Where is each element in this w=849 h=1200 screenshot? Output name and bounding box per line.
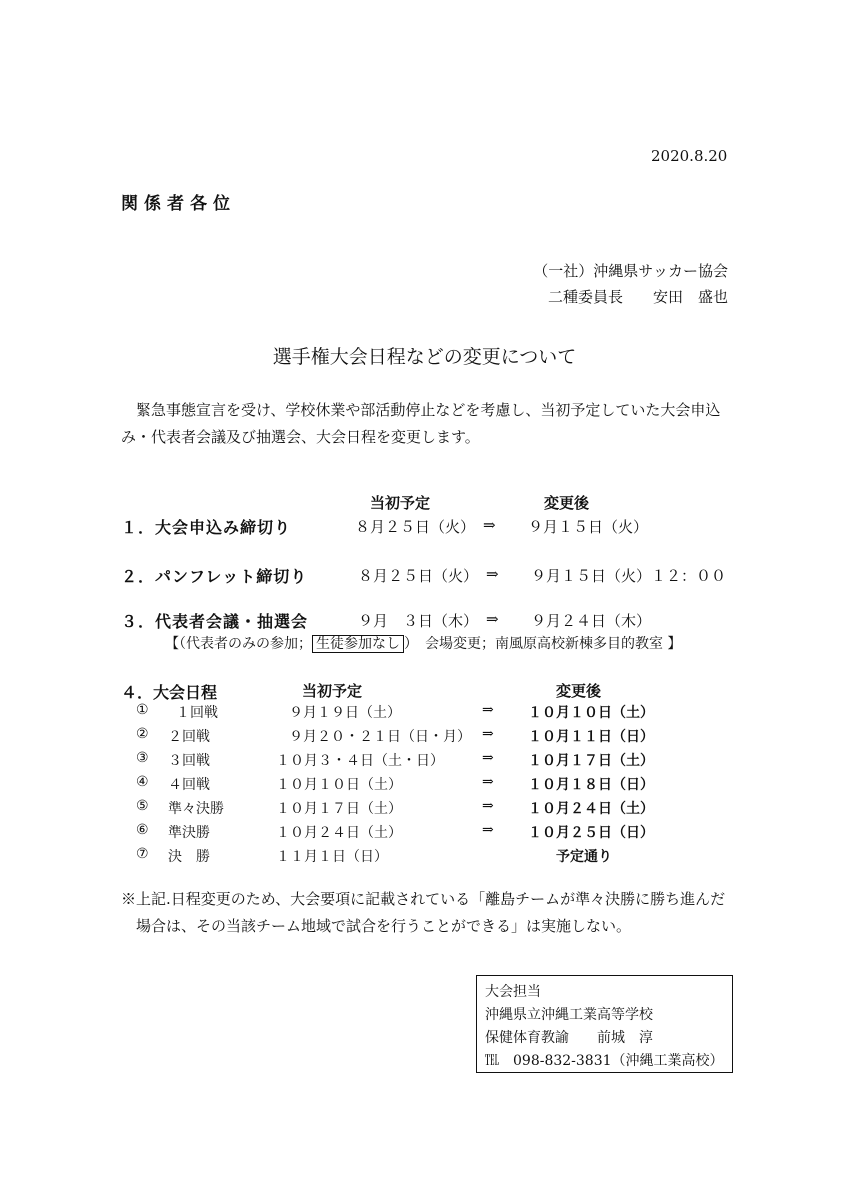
schedule-title: ４．大会日程 xyxy=(121,683,218,702)
schedule-row-changed: １０月１７日（土） xyxy=(528,753,654,769)
schedule-row-arrow: ⇒ xyxy=(482,798,494,814)
schedule-row-original: １０月３・４日（土・日） xyxy=(276,753,444,769)
document-title: 選手権大会日程などの変更について xyxy=(272,346,577,368)
intro-line: 緊急事態宣言を受け、学校休業や部活動停止などを考慮し、当初予定していた大会申込 xyxy=(136,401,721,419)
schedule-header-original: 当初予定 xyxy=(302,682,363,700)
header-changed: 変更後 xyxy=(544,494,590,512)
schedule-row-original: １１月１日（日） xyxy=(276,849,388,865)
schedule-row-arrow: ⇒ xyxy=(482,702,494,718)
sender-person: 二種委員長 安田 盛也 xyxy=(547,288,728,306)
item-original: ９月 ３日（木） xyxy=(358,612,479,630)
footnote xyxy=(121,886,741,940)
schedule-row-original: １０月１０日（土） xyxy=(276,777,402,793)
arrow: ⇒ xyxy=(486,610,499,628)
schedule-header-changed: 変更後 xyxy=(556,682,602,700)
item-original: ８月２５日（火） xyxy=(355,518,476,536)
contact-box xyxy=(476,975,733,1073)
item-changed: ９月１５日（火） xyxy=(528,518,649,536)
schedule-row-changed: １０月２４日（土） xyxy=(528,801,654,817)
schedule-row-arrow: ⇒ xyxy=(482,750,494,766)
footnote-line: 場合は、その当該チーム地域で試合を行うことができる」は実施しない。 xyxy=(136,917,632,935)
schedule-row-original: １０月２４日（土） xyxy=(276,825,402,841)
intro-paragraph xyxy=(121,397,731,451)
meeting-note-open: 【（代表者のみの参加； xyxy=(165,636,312,652)
item-title: １．大会申込み締切り xyxy=(121,518,292,537)
schedule-row-changed: １０月２５日（日） xyxy=(528,825,654,841)
meeting-note xyxy=(165,633,681,653)
schedule-row-number: ⑤ xyxy=(136,798,149,814)
schedule-row-original: ９月２０・２１日（日・月） xyxy=(289,729,471,745)
schedule-row-number: ② xyxy=(136,726,149,742)
schedule-row-changed: １０月１８日（日） xyxy=(528,777,654,793)
schedule-row-round: ４回戦 xyxy=(168,777,210,793)
sender-organization: （一社）沖縄県サッカー協会 xyxy=(533,262,728,280)
schedule-row-arrow: ⇒ xyxy=(482,822,494,838)
schedule-row-round: 準々決勝 xyxy=(168,801,224,817)
schedule-row-round: １回戦 xyxy=(176,705,218,721)
schedule-row-arrow: ⇒ xyxy=(482,726,494,742)
meeting-note-boxed: 生徒参加なし xyxy=(312,635,404,653)
contact-person: 保健体育教諭 前城 淳 xyxy=(485,1030,653,1046)
arrow: ⇒ xyxy=(483,516,496,534)
schedule-row-number: ① xyxy=(136,702,149,718)
schedule-row-changed: 予定通り xyxy=(556,849,612,865)
footnote-line: ※上記.日程変更のため、大会要項に記載されている「離島チームが準々決勝に勝ち進んだ xyxy=(121,890,726,908)
meeting-note-close: ） 会場変更；南風原高校新棟多目的教室 】 xyxy=(404,636,682,652)
arrow: ⇒ xyxy=(486,565,499,583)
document-date: 2020.8.20 xyxy=(651,147,728,165)
schedule-row-arrow: ⇒ xyxy=(482,774,494,790)
schedule-row-round: ２回戦 xyxy=(168,729,210,745)
schedule-row-number: ③ xyxy=(136,750,149,766)
schedule-row-original: １０月１７日（土） xyxy=(276,801,402,817)
recipients: 関係者各位 xyxy=(121,194,236,214)
schedule-row-changed: １０月１１日（日） xyxy=(528,729,654,745)
item-title: ２．パンフレット締切り xyxy=(121,567,308,586)
item-original: ８月２５日（火） xyxy=(358,567,479,585)
schedule-row-original: ９月１９日（土） xyxy=(289,705,401,721)
contact-school: 沖縄県立沖縄工業高等学校 xyxy=(485,1007,653,1023)
contact-label: 大会担当 xyxy=(485,984,541,1000)
schedule-row-round: 準決勝 xyxy=(168,825,210,841)
schedule-row-number: ⑥ xyxy=(136,822,149,838)
contact-tel: ℡ 098-832-3831（沖縄工業高校） xyxy=(485,1053,724,1069)
item-changed: ９月１５日（火）１２：００ xyxy=(531,567,727,585)
intro-line: み・代表者会議及び抽選会、大会日程を変更します。 xyxy=(121,428,480,446)
schedule-row-number: ④ xyxy=(136,774,149,790)
schedule-row-round: ３回戦 xyxy=(168,753,210,769)
item-changed: ９月２４日（木） xyxy=(531,612,652,630)
schedule-row-changed: １０月１０日（土） xyxy=(528,705,654,721)
schedule-row-number: ⑦ xyxy=(136,846,149,862)
schedule-row-round: 決 勝 xyxy=(168,849,210,865)
item-title: ３．代表者会議・抽選会 xyxy=(121,612,309,631)
header-original: 当初予定 xyxy=(370,494,431,512)
